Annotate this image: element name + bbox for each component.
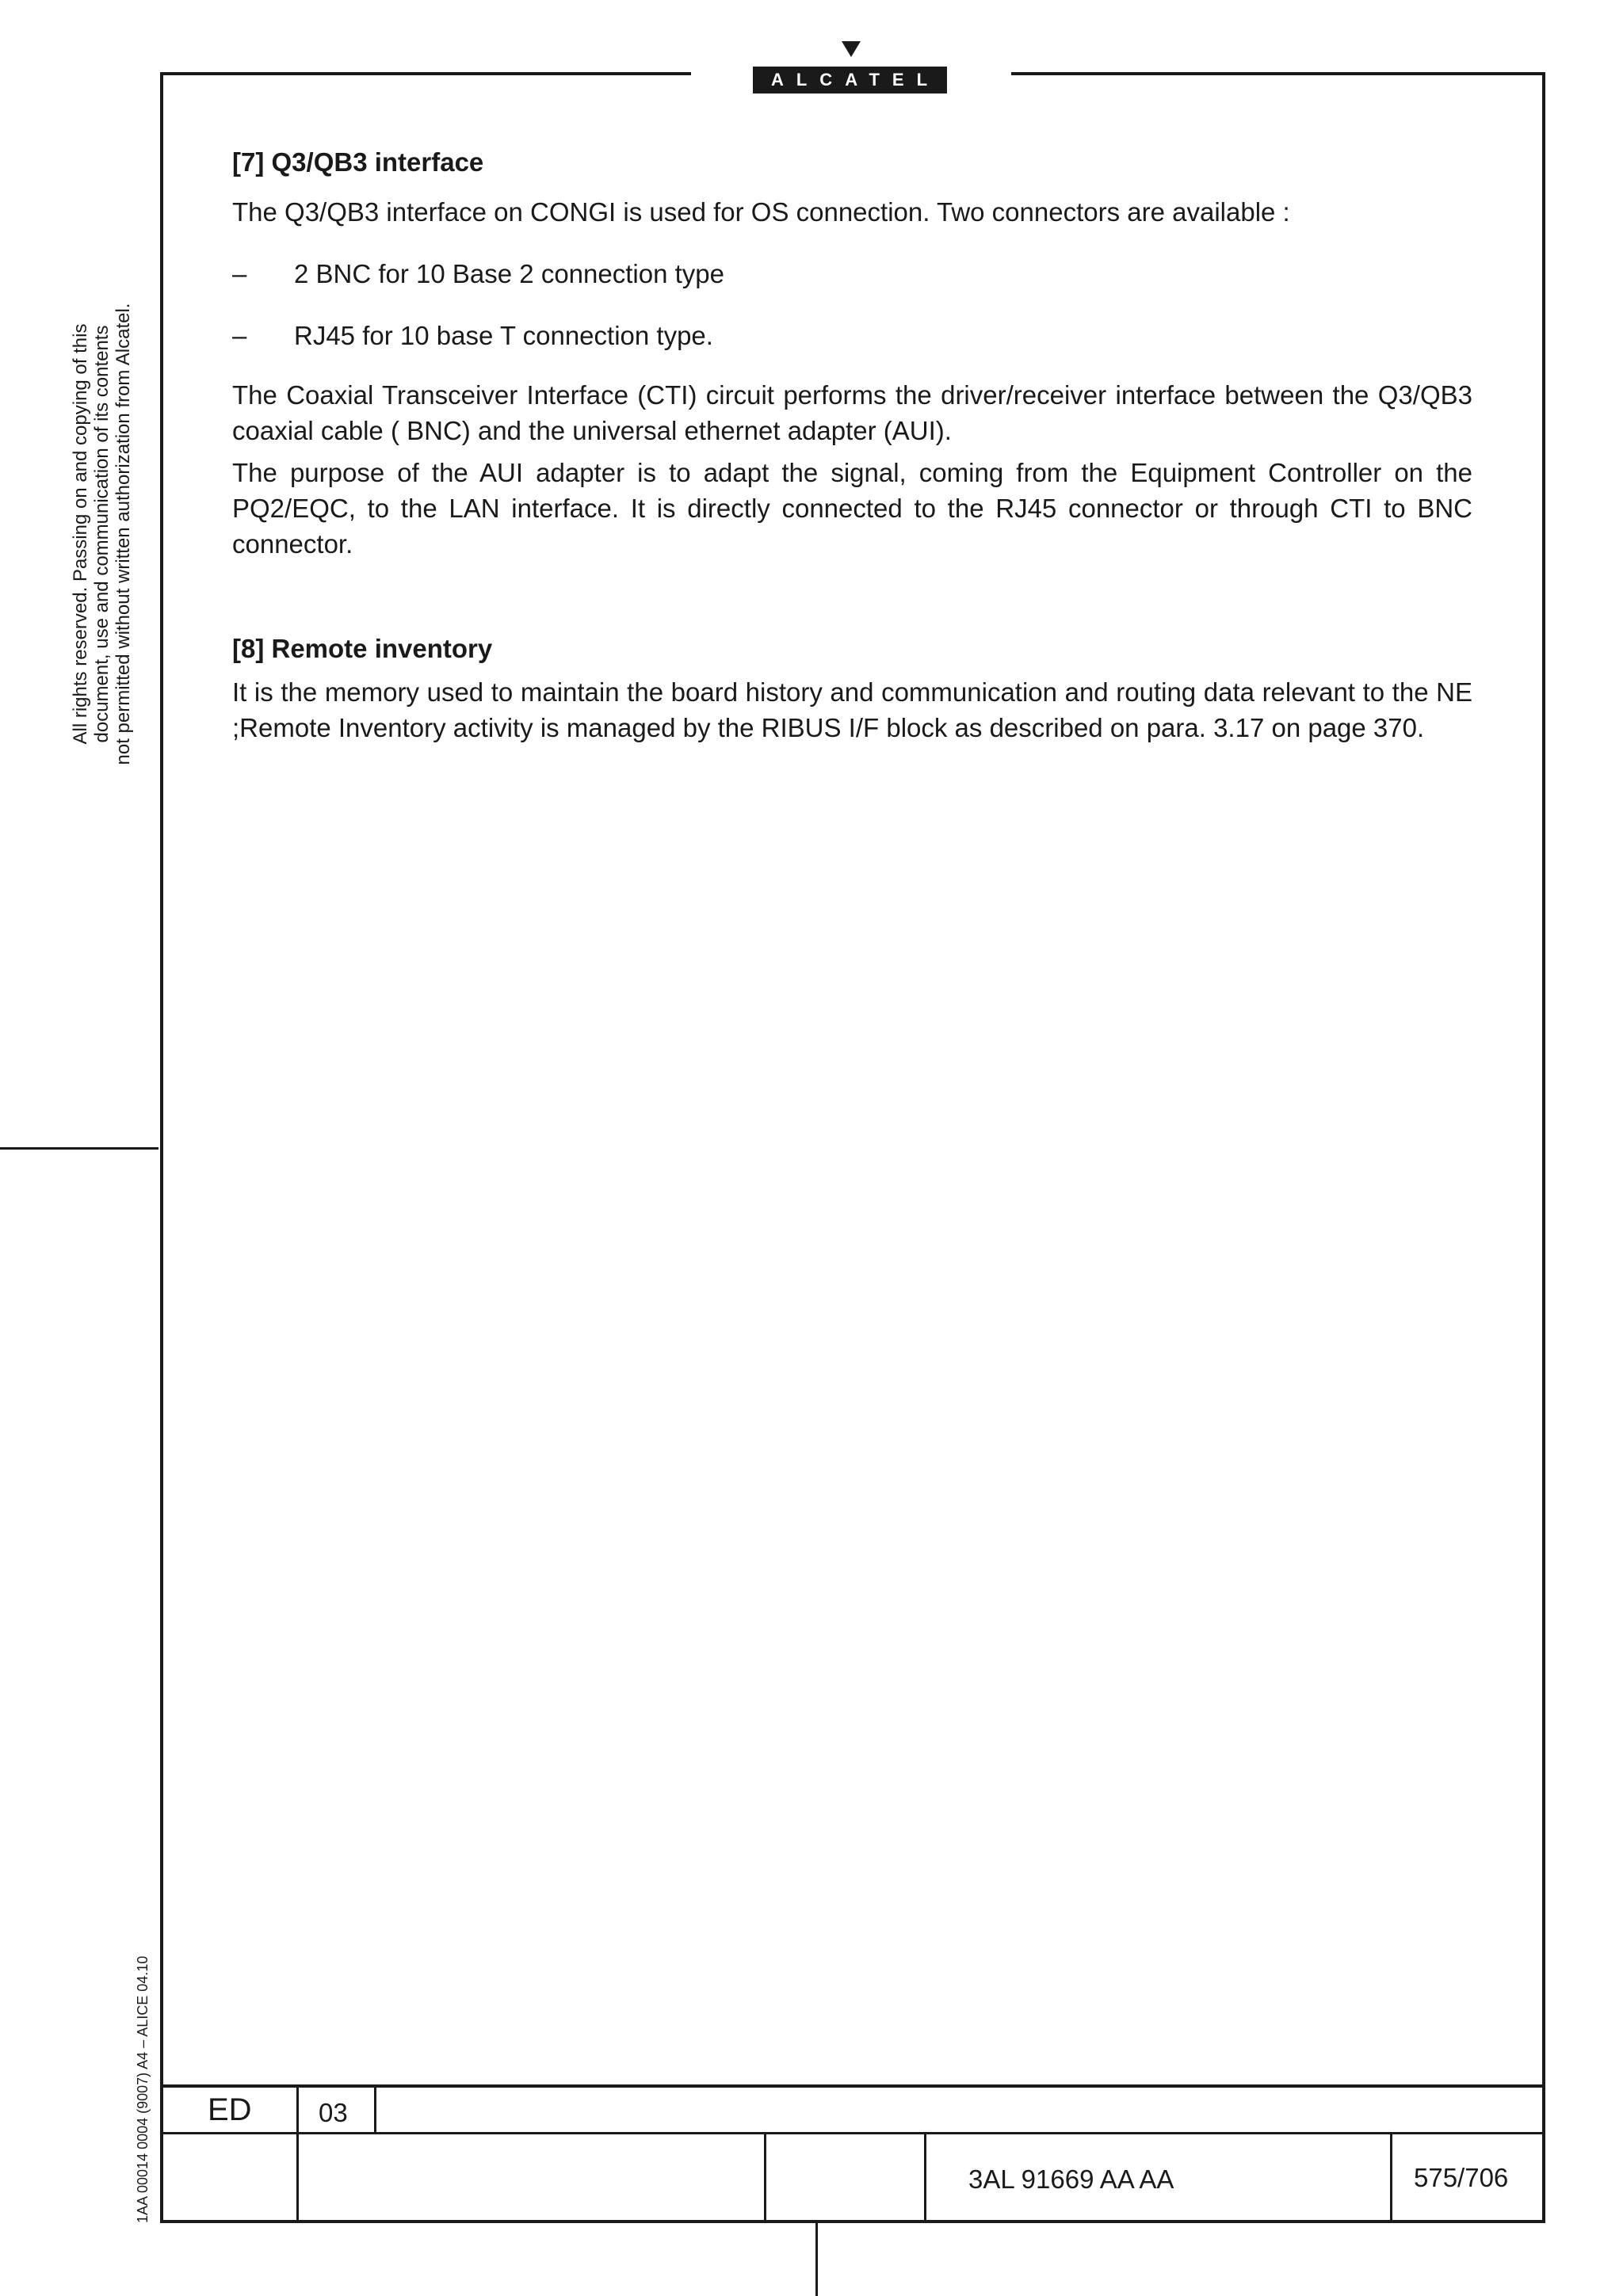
footer-middle-line: [160, 2132, 1545, 2134]
frame-right-border: [1542, 72, 1545, 2223]
margin-divider: [0, 1147, 158, 1150]
page-number: 575/706: [1414, 2163, 1509, 2192]
edition-label: ED: [208, 2092, 252, 2127]
document-number: 3AL 91669 AA AA: [968, 2164, 1174, 2194]
footer-title-block: [160, 2084, 1545, 2223]
section-heading-q3-qb3: [7] Q3/QB3 interface: [232, 147, 484, 177]
edition-value: 03: [319, 2098, 348, 2127]
list-item: [232, 318, 1472, 353]
aui-paragraph: The purpose of the AUI adapter is to adapt the signal, coming from the Equipment Controller on the PQ2/EQC, to the LAN interface. It is directly connected to the RJ45 connector or through CTI to BNC connector.: [232, 458, 1472, 559]
copyright-line: not permitted without written authorization from Alcatel.: [113, 303, 134, 765]
form-code-text: 1AA 00014 0004 (9007) A4 – ALICE 04.10: [135, 1955, 151, 2223]
logo-arrow-icon: [842, 41, 861, 57]
section-heading-remote-inventory: [8] Remote inventory: [232, 634, 493, 663]
bullet-text: 2 BNC for 10 Base 2 connection type: [294, 259, 724, 288]
list-item: [232, 256, 1472, 292]
section-intro-paragraph: The Q3/QB3 interface on CONGI is used for OS connection. Two connectors are available :: [232, 197, 1290, 227]
remote-inventory-paragraph: It is the memory used to maintain the board history and communication and routing data relevant to the NE ;Remote Inventory activity is managed by the RIBUS I/F block as described on para. 3.17 on page 370.: [232, 677, 1472, 742]
cti-paragraph: The Coaxial Transceiver Interface (CTI) circuit performs the driver/receiver interface between the Q3/QB3 coaxial cable ( BNC) and the universal ethernet adapter (AUI).: [232, 380, 1472, 445]
footer-divider: [296, 2084, 299, 2223]
footer-top-line: [160, 2084, 1545, 2088]
footer-divider: [764, 2132, 766, 2223]
bullet-dash: –: [232, 321, 247, 350]
document-body: [232, 147, 1472, 746]
bullet-text: RJ45 for 10 base T connection type.: [294, 321, 713, 350]
bullet-dash: –: [232, 259, 247, 288]
frame-top-border-right: [1011, 72, 1545, 75]
footer-divider: [924, 2132, 926, 2223]
frame-left-border: [160, 72, 163, 2223]
frame-top-border-left: [160, 72, 691, 75]
copyright-line: document, use and communication of its contents: [91, 325, 113, 743]
footer-divider: [1390, 2132, 1392, 2223]
footer-divider: [374, 2084, 376, 2132]
center-tick-mark: [815, 2223, 818, 2296]
alcatel-logo: ALCATEL: [753, 67, 947, 93]
copyright-line: All rights reserved. Passing on and copying of this: [70, 323, 91, 745]
